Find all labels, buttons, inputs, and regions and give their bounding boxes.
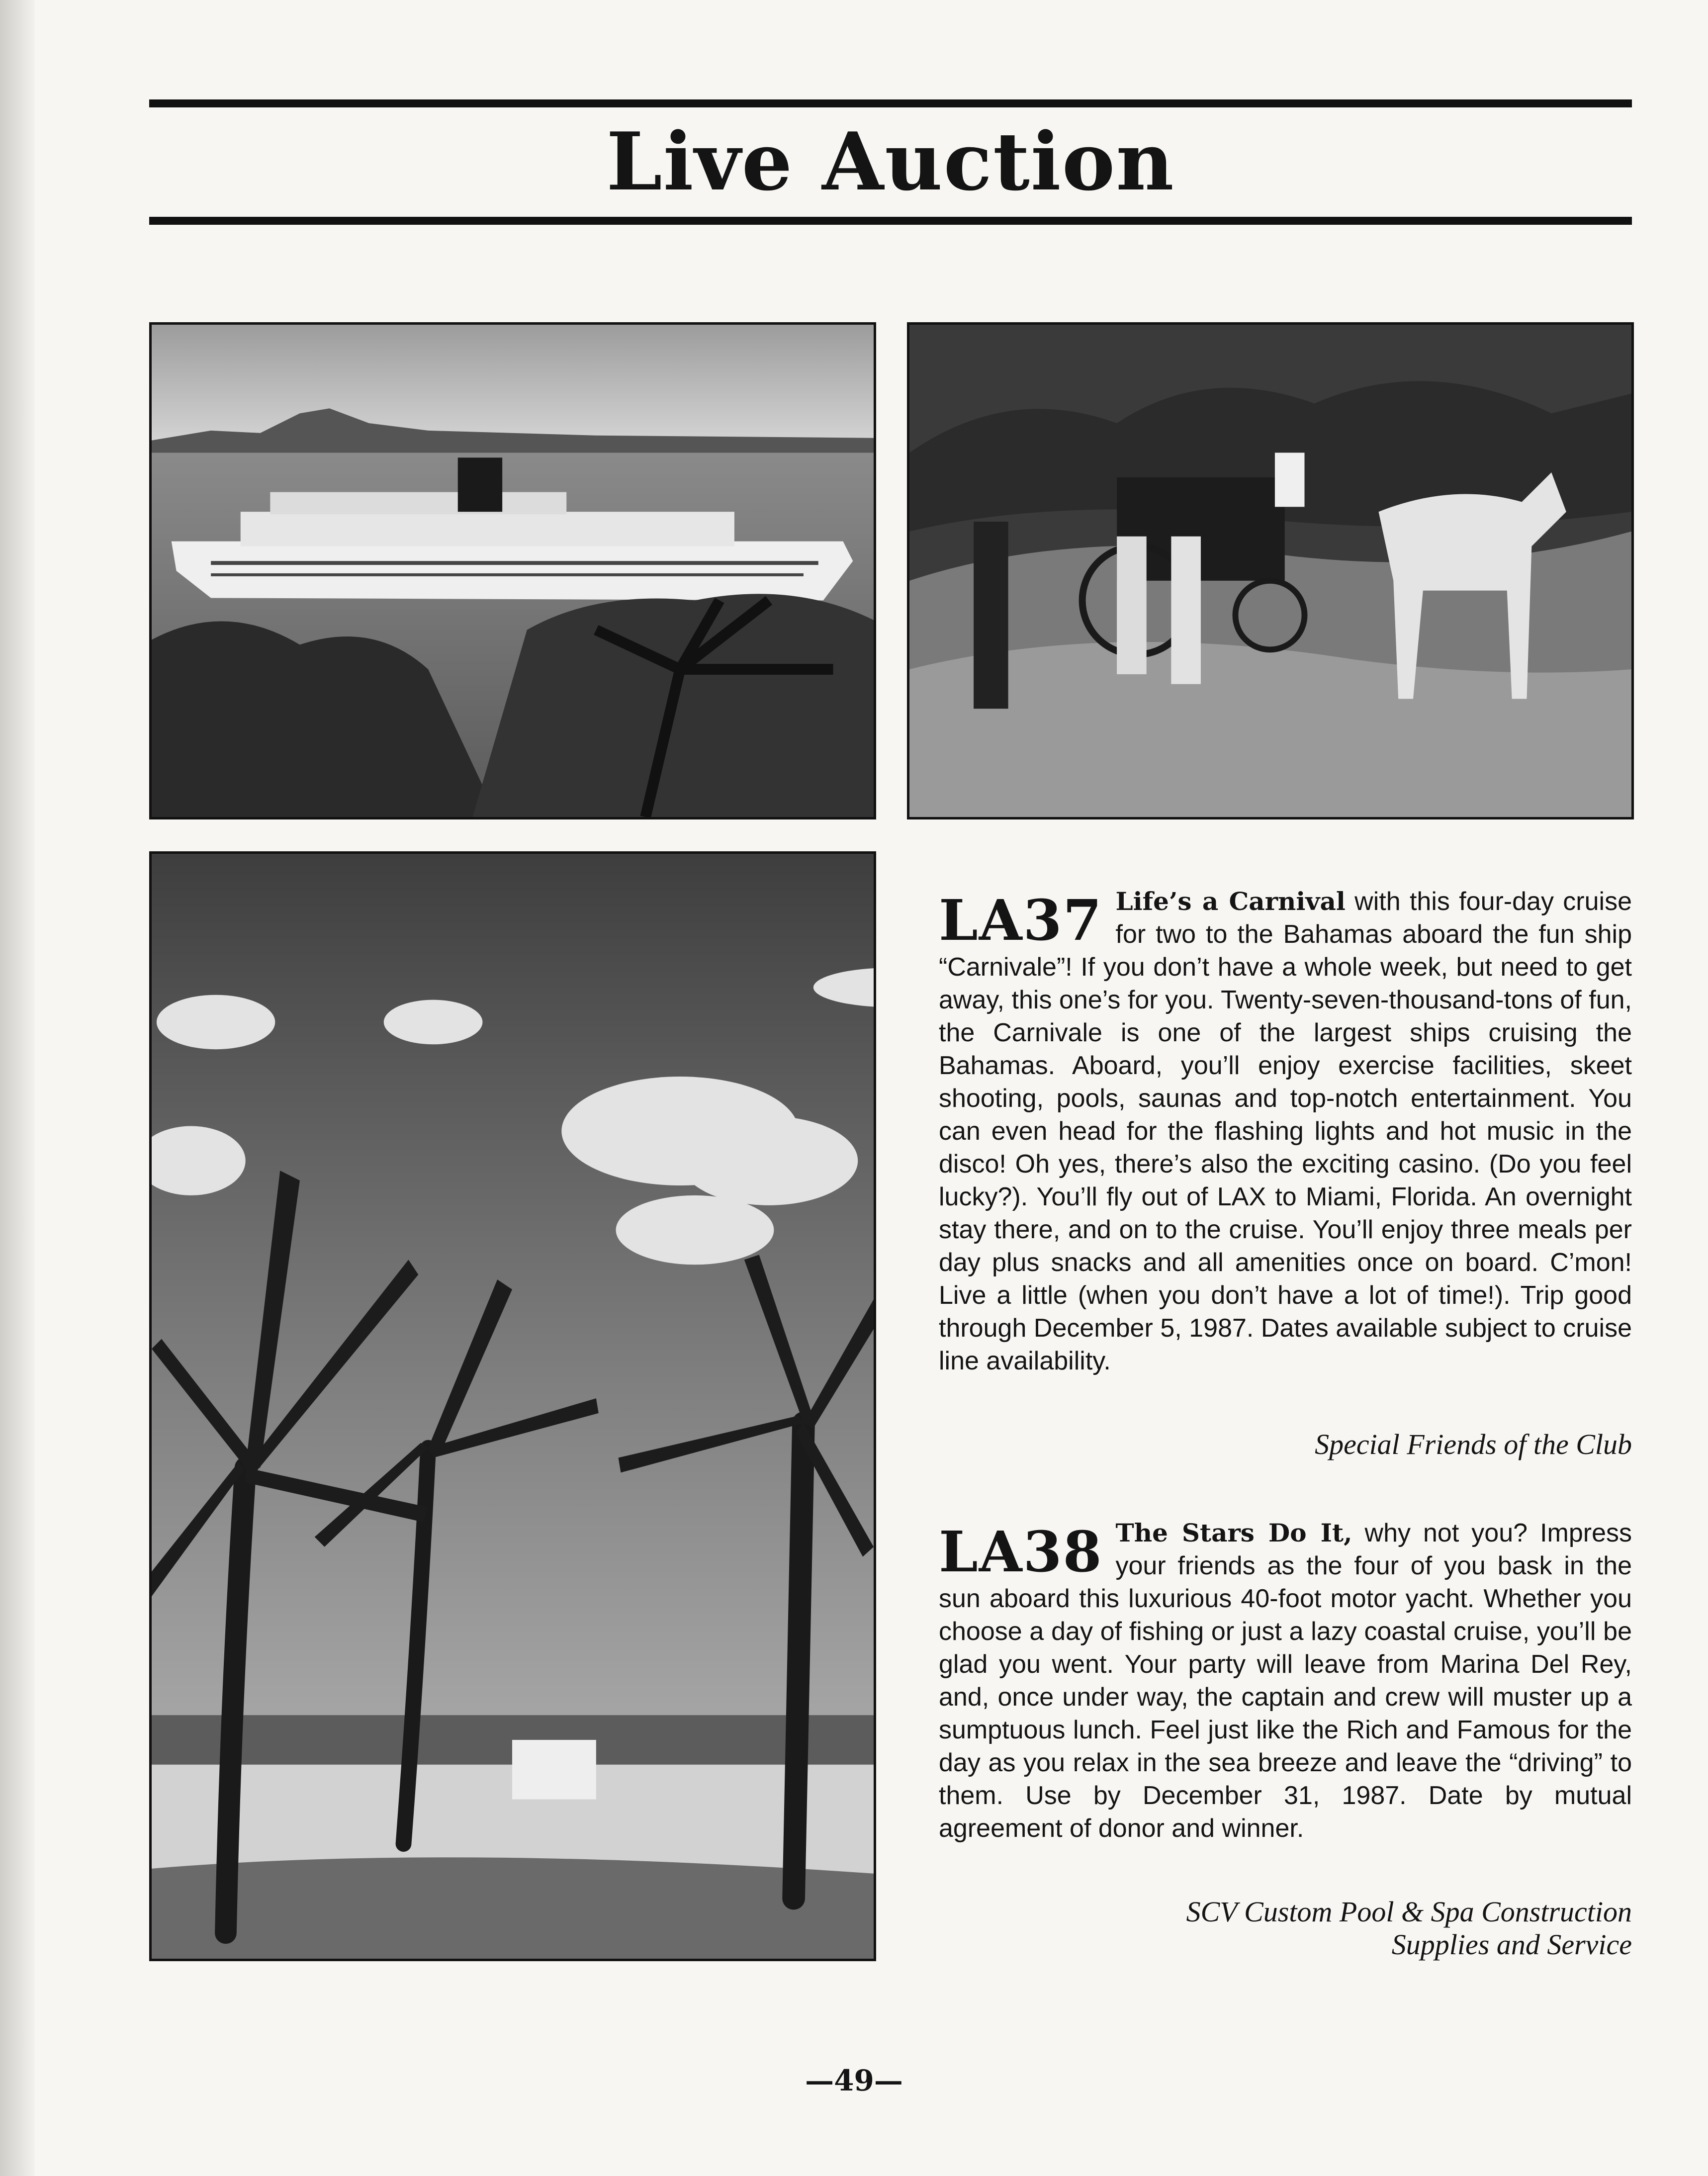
lot-description: why not you? Impress your friends as the four of you bask in the sun aboard this luxurious 40-foot motor yacht. Whether you choose a day of fishing or just a lazy coastal cruise, you’ll be glad you went. Your party will leave from Marina Del Rey, and, once under way, the captain and crew will muster up a sumptuous lunch. Feel just like the Rich and Famous for the day as you relax in the sea breeze and leave the “driving” to them. Use by December 31, 1987. Date by mutual agreement of donor and winner. [939,1519,1632,1843]
beach-palms-photo [149,851,876,1961]
lot-la37-donor [939,1428,1632,1461]
lot-code: LA38 [939,1520,1103,1585]
bottom-rule [149,217,1632,225]
lot-la38 [939,1517,1632,1845]
lot-la37 [939,885,1632,1377]
lot-description: with this four-day cruise for two to the Bahamas aboard the fun ship “Carnivale”! If you don’t have a whole week, but need to get away, this one’s for you. Twenty-seven-thousand-tons of fun, the Carnivale is one of the largest ships cruising the Bahamas. Aboard, you’ll enjoy exercise facilities, skeet shooting, pools, saunas and top-notch entertainment. You can even head for the flashing lights and hot music in the disco! Oh yes, there’s also the exciting casino. (Do you feel lucky?). You’ll fly out of LAX to Miami, Florida. An overnight stay there, and on to the cruise. You’ll enjoy three meals per day plus snacks and all amenities once on board. C’mon! Live a little (when you don’t have a lot of time!). Trip good through December 5, 1987. Dates available subject to cruise line availability. [939,887,1632,1375]
donor-name: Special Friends of the Club [1315,1428,1632,1460]
lot-code: LA37 [939,888,1103,953]
donor-name: SCV Custom Pool & Spa Construction [1186,1896,1632,1928]
cruise-ship-photo [149,322,876,819]
top-rule [149,99,1632,107]
page-binding-shadow [0,0,35,2176]
page-number: —49— [805,2064,903,2097]
donor-name-line2: Supplies and Service [1391,1928,1632,1961]
page-title: Live Auction [606,115,1175,208]
lot-name: The Stars Do It, [1115,1518,1352,1547]
lot-la38-donor [939,1896,1632,1961]
horse-carriage-photo [907,322,1634,819]
lot-name: Life’s a Carnival [1115,887,1346,916]
